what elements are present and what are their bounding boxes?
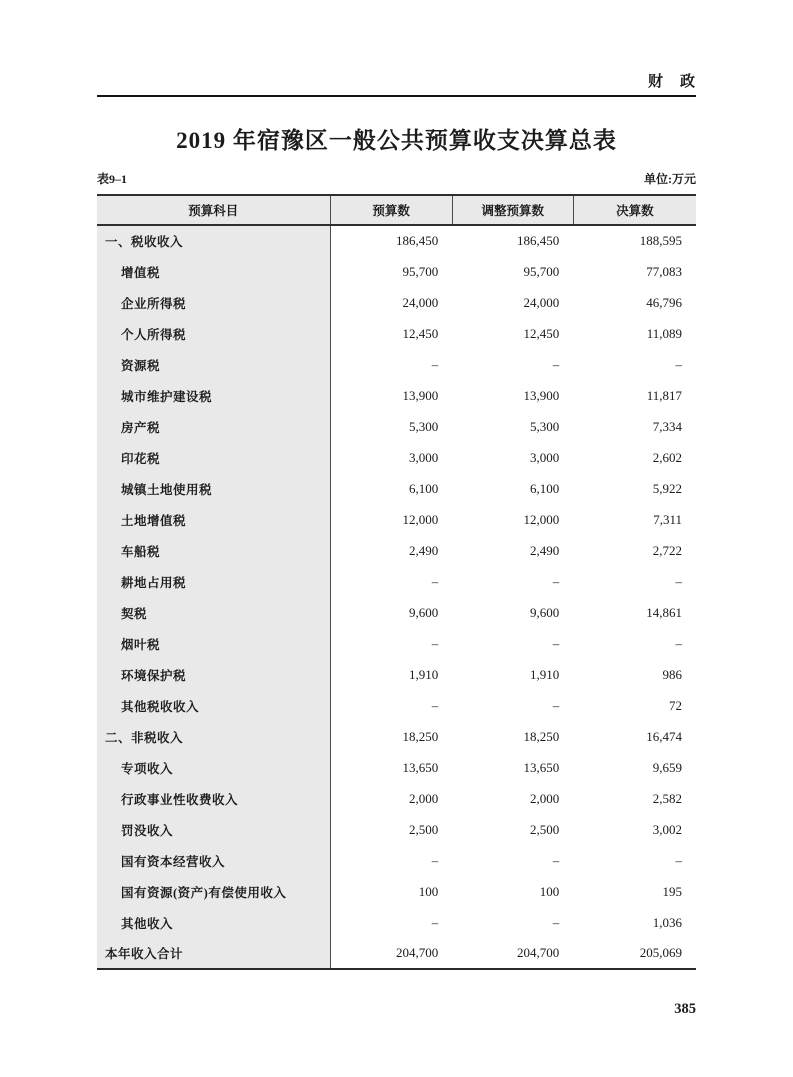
cell-final-account: – (675, 635, 682, 651)
cell-adjusted-budget: 2,490 (529, 542, 560, 558)
cell-final-account: 14,861 (646, 604, 682, 620)
row-label: 个人所得税 (97, 318, 330, 349)
cell-budget: 3,000 (408, 449, 439, 465)
cell-final-account: 188,595 (639, 233, 682, 248)
cell-final-account: – (675, 356, 682, 372)
page-title: 2019 年宿豫区一般公共预算收支决算总表 (176, 128, 617, 153)
cell-final-account: 1,036 (652, 914, 682, 930)
cell-budget: 2,490 (408, 542, 439, 558)
cell-budget: – (431, 635, 439, 651)
section-header: 财 政 (647, 74, 696, 90)
table-row (97, 566, 696, 597)
cell-adjusted-budget: – (552, 573, 560, 589)
row-label: 专项收入 (97, 752, 330, 783)
table-row (97, 473, 696, 504)
cell-final-account: – (675, 852, 682, 868)
budget-table (97, 194, 696, 970)
row-label: 土地增值税 (97, 504, 330, 535)
row-label: 国有资本经营收入 (97, 845, 330, 876)
row-label: 国有资源(资产)有偿使用收入 (97, 876, 330, 907)
cell-budget: 1,910 (408, 666, 439, 682)
cell-final-account: 2,582 (652, 790, 682, 806)
cell-budget: – (431, 697, 439, 713)
cell-final-account: 195 (662, 883, 682, 899)
cell-budget: – (431, 356, 439, 372)
table-number-label: 表9–1 (97, 172, 128, 186)
table-row (97, 225, 696, 256)
row-label: 行政事业性收费收入 (97, 783, 330, 814)
table-row (97, 504, 696, 535)
table-row (97, 845, 696, 876)
table-row (97, 442, 696, 473)
table-row (97, 659, 696, 690)
row-label: 烟叶税 (97, 628, 330, 659)
cell-final-account: 7,311 (653, 511, 682, 527)
cell-adjusted-budget: 100 (539, 883, 560, 899)
cell-final-account: 2,602 (652, 449, 682, 465)
row-label: 环境保护税 (97, 659, 330, 690)
cell-final-account: 205,069 (573, 938, 696, 969)
cell-adjusted-budget: 3,000 (529, 449, 560, 465)
column-header-final: 决算数 (573, 195, 696, 225)
cell-adjusted-budget: 9,600 (529, 604, 560, 620)
cell-budget: 5,300 (408, 418, 439, 434)
row-label: 其他税收收入 (97, 690, 330, 721)
table-row (97, 628, 696, 659)
cell-budget: 18,250 (402, 728, 439, 744)
cell-budget: 95,700 (402, 263, 439, 279)
row-label: 车船税 (97, 535, 330, 566)
row-label: 耕地占用税 (97, 566, 330, 597)
row-label: 增值税 (97, 256, 330, 287)
cell-adjusted-budget: – (552, 914, 560, 930)
cell-final-account: – (675, 573, 682, 589)
cell-adjusted-budget: 24,000 (523, 294, 560, 310)
table-row (97, 411, 696, 442)
unit-label: 单位:万元 (644, 172, 696, 186)
row-label: 企业所得税 (97, 287, 330, 318)
cell-final-account: 5,922 (652, 480, 682, 496)
cell-budget: – (431, 852, 439, 868)
cell-final-account: 986 (662, 666, 682, 682)
cell-adjusted-budget: 6,100 (529, 480, 560, 496)
cell-adjusted-budget: – (552, 356, 560, 372)
page-number: 385 (674, 1001, 696, 1017)
cell-budget: 100 (418, 883, 439, 899)
cell-budget: 13,650 (402, 759, 439, 775)
cell-adjusted-budget: 13,650 (523, 759, 560, 775)
table-row (97, 721, 696, 752)
cell-budget: 12,000 (402, 511, 439, 527)
table-row (97, 535, 696, 566)
table-row (97, 938, 696, 969)
column-header-subject: 预算科目 (97, 195, 330, 225)
row-label: 二、非税收入 (97, 721, 330, 752)
table-row (97, 876, 696, 907)
cell-budget: 6,100 (408, 480, 439, 496)
cell-final-account: 11,089 (646, 325, 682, 341)
table-row (97, 907, 696, 938)
cell-budget: 13,900 (402, 387, 439, 403)
cell-final-account: 3,002 (652, 821, 682, 837)
table-row (97, 287, 696, 318)
cell-adjusted-budget: 5,300 (529, 418, 560, 434)
cell-final-account: 16,474 (646, 728, 682, 744)
cell-final-account: 7,334 (652, 418, 682, 434)
cell-final-account: 46,796 (646, 294, 682, 310)
table-row (97, 256, 696, 287)
table-row (97, 597, 696, 628)
cell-adjusted-budget: – (552, 697, 560, 713)
row-label: 一、税收收入 (97, 225, 330, 256)
row-label: 城镇土地使用税 (97, 473, 330, 504)
column-header-adjusted: 调整预算数 (452, 195, 573, 225)
cell-adjusted-budget: 2,500 (529, 821, 560, 837)
cell-adjusted-budget: 186,450 (516, 233, 560, 248)
cell-adjusted-budget: – (552, 635, 560, 651)
table-row (97, 783, 696, 814)
cell-budget: 24,000 (402, 294, 439, 310)
row-label: 印花税 (97, 442, 330, 473)
row-label: 其他收入 (97, 907, 330, 938)
cell-adjusted-budget: 13,900 (523, 387, 560, 403)
cell-budget: 186,450 (395, 233, 439, 248)
column-header-budget: 预算数 (330, 195, 452, 225)
cell-adjusted-budget: 18,250 (523, 728, 560, 744)
row-label: 契税 (97, 597, 330, 628)
table-row (97, 752, 696, 783)
cell-adjusted-budget: 1,910 (529, 666, 560, 682)
table-row (97, 349, 696, 380)
cell-final-account: 2,722 (652, 542, 682, 558)
row-label: 本年收入合计 (97, 938, 330, 969)
cell-adjusted-budget: 12,450 (523, 325, 560, 341)
table-row (97, 318, 696, 349)
header-rule-divider (97, 95, 696, 97)
table-header-row (97, 195, 696, 225)
cell-final-account: 11,817 (646, 387, 682, 403)
cell-final-account: 77,083 (646, 263, 682, 279)
table-header (97, 195, 696, 225)
cell-adjusted-budget: 204,700 (452, 938, 573, 969)
cell-adjusted-budget: – (552, 852, 560, 868)
cell-budget: – (431, 573, 439, 589)
cell-adjusted-budget: 12,000 (523, 511, 560, 527)
cell-final-account: 9,659 (652, 759, 682, 775)
cell-budget: 2,500 (408, 821, 439, 837)
cell-budget: 12,450 (402, 325, 439, 341)
table-row (97, 690, 696, 721)
row-label: 罚没收入 (97, 814, 330, 845)
cell-budget: 2,000 (408, 790, 439, 806)
row-label: 房产税 (97, 411, 330, 442)
cell-final-account: 72 (669, 697, 682, 713)
cell-budget: – (431, 914, 439, 930)
row-label: 城市维护建设税 (97, 380, 330, 411)
cell-adjusted-budget: 2,000 (529, 790, 560, 806)
cell-budget: 9,600 (408, 604, 439, 620)
cell-adjusted-budget: 95,700 (523, 263, 560, 279)
table-row (97, 380, 696, 411)
table-body (97, 225, 696, 969)
cell-budget: 204,700 (330, 938, 452, 969)
row-label: 资源税 (97, 349, 330, 380)
table-meta-row (97, 171, 696, 187)
page-content (97, 0, 696, 970)
table-row (97, 814, 696, 845)
